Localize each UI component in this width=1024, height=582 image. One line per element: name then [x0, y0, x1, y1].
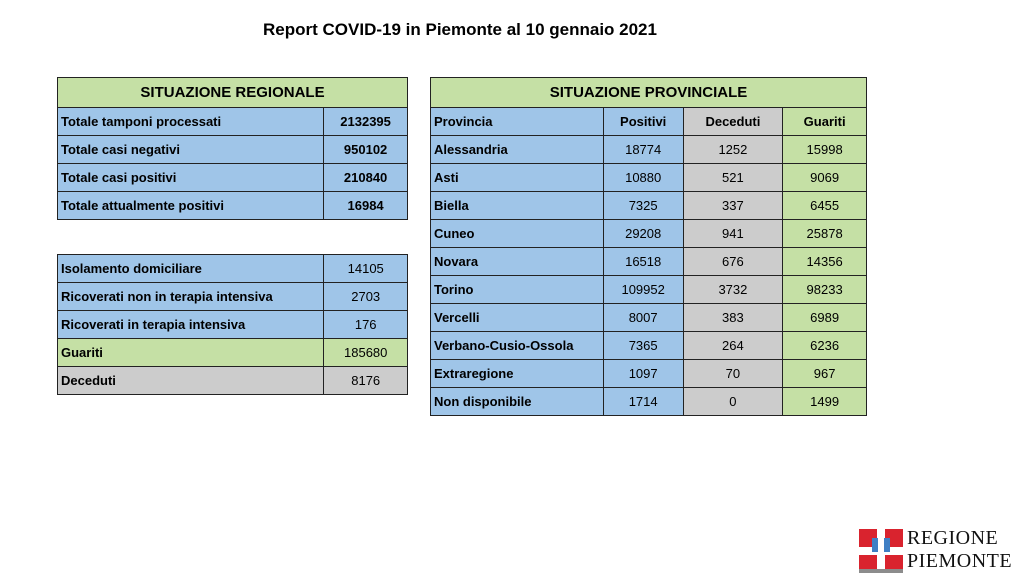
- positivi-value: 10880: [603, 164, 683, 192]
- guariti-value: 1499: [783, 388, 867, 416]
- row-value: 2703: [324, 283, 408, 311]
- row-label: Totale casi negativi: [58, 136, 324, 164]
- positivi-value: 8007: [603, 304, 683, 332]
- deceduti-value: 676: [683, 248, 783, 276]
- guariti-value: 967: [783, 360, 867, 388]
- column-header: Positivi: [603, 108, 683, 136]
- table-row: [58, 136, 408, 164]
- positivi-value: 18774: [603, 136, 683, 164]
- positivi-value: 1097: [603, 360, 683, 388]
- deceduti-value: 70: [683, 360, 783, 388]
- table-row: [58, 339, 408, 367]
- guariti-value: 9069: [783, 164, 867, 192]
- column-header: Deceduti: [683, 108, 783, 136]
- positivi-value: 7325: [603, 192, 683, 220]
- province-name: Biella: [431, 192, 604, 220]
- table-row: [431, 276, 867, 304]
- guariti-value: 98233: [783, 276, 867, 304]
- table-row: [431, 220, 867, 248]
- guariti-value: 14356: [783, 248, 867, 276]
- row-value: 176: [324, 311, 408, 339]
- deceduti-value: 1252: [683, 136, 783, 164]
- provincial-header: SITUAZIONE PROVINCIALE: [431, 78, 867, 108]
- page-title: Report COVID-19 in Piemonte al 10 gennaio 2021: [263, 20, 657, 39]
- province-name: Cuneo: [431, 220, 604, 248]
- row-value: 185680: [324, 339, 408, 367]
- row-value: 14105: [324, 255, 408, 283]
- row-value: 8176: [324, 367, 408, 395]
- row-label: Deceduti: [58, 367, 324, 395]
- regional-header: SITUAZIONE REGIONALE: [58, 78, 408, 108]
- table-row: [58, 108, 408, 136]
- province-name: Alessandria: [431, 136, 604, 164]
- row-label: Isolamento domiciliare: [58, 255, 324, 283]
- deceduti-value: 337: [683, 192, 783, 220]
- guariti-value: 6236: [783, 332, 867, 360]
- guariti-value: 25878: [783, 220, 867, 248]
- table-row: [431, 164, 867, 192]
- deceduti-value: 521: [683, 164, 783, 192]
- column-header: Provincia: [431, 108, 604, 136]
- row-label: Ricoverati non in terapia intensiva: [58, 283, 324, 311]
- deceduti-value: 941: [683, 220, 783, 248]
- row-label: Totale casi positivi: [58, 164, 324, 192]
- positivi-value: 16518: [603, 248, 683, 276]
- table-row: [58, 255, 408, 283]
- logo-line2: PIEMONTE: [907, 550, 1013, 572]
- province-name: Verbano-Cusio-Ossola: [431, 332, 604, 360]
- table-row: [58, 283, 408, 311]
- deceduti-value: 264: [683, 332, 783, 360]
- deceduti-value: 3732: [683, 276, 783, 304]
- regione-piemonte-logo: [859, 527, 1013, 575]
- regional-detail-table: [57, 254, 408, 395]
- row-value: 950102: [324, 136, 408, 164]
- column-header: Guariti: [783, 108, 867, 136]
- positivi-value: 1714: [603, 388, 683, 416]
- table-row: [58, 164, 408, 192]
- regional-summary-table: [57, 77, 408, 220]
- deceduti-value: 0: [683, 388, 783, 416]
- table-row: [431, 248, 867, 276]
- table-row: [58, 311, 408, 339]
- positivi-value: 7365: [603, 332, 683, 360]
- row-value: 2132395: [324, 108, 408, 136]
- column-header-row: [431, 108, 867, 136]
- positivi-value: 29208: [603, 220, 683, 248]
- positivi-value: 109952: [603, 276, 683, 304]
- deceduti-value: 383: [683, 304, 783, 332]
- province-name: Extraregione: [431, 360, 604, 388]
- table-row: [431, 388, 867, 416]
- row-value: 210840: [324, 164, 408, 192]
- guariti-value: 6989: [783, 304, 867, 332]
- table-row: [431, 304, 867, 332]
- row-label: Totale attualmente positivi: [58, 192, 324, 220]
- table-row: [431, 192, 867, 220]
- guariti-value: 15998: [783, 136, 867, 164]
- province-name: Torino: [431, 276, 604, 304]
- row-label: Ricoverati in terapia intensiva: [58, 311, 324, 339]
- table-row: [58, 192, 408, 220]
- province-name: Novara: [431, 248, 604, 276]
- logo-line1: REGIONE: [907, 527, 999, 549]
- province-name: Asti: [431, 164, 604, 192]
- row-value: 16984: [324, 192, 408, 220]
- table-row: [58, 367, 408, 395]
- row-label: Totale tamponi processati: [58, 108, 324, 136]
- row-label: Guariti: [58, 339, 324, 367]
- guariti-value: 6455: [783, 192, 867, 220]
- table-row: [431, 360, 867, 388]
- table-row: [431, 136, 867, 164]
- provincial-table: [430, 77, 867, 416]
- table-row: [431, 332, 867, 360]
- piemonte-emblem-icon: [859, 529, 903, 573]
- province-name: Non disponibile: [431, 388, 604, 416]
- province-name: Vercelli: [431, 304, 604, 332]
